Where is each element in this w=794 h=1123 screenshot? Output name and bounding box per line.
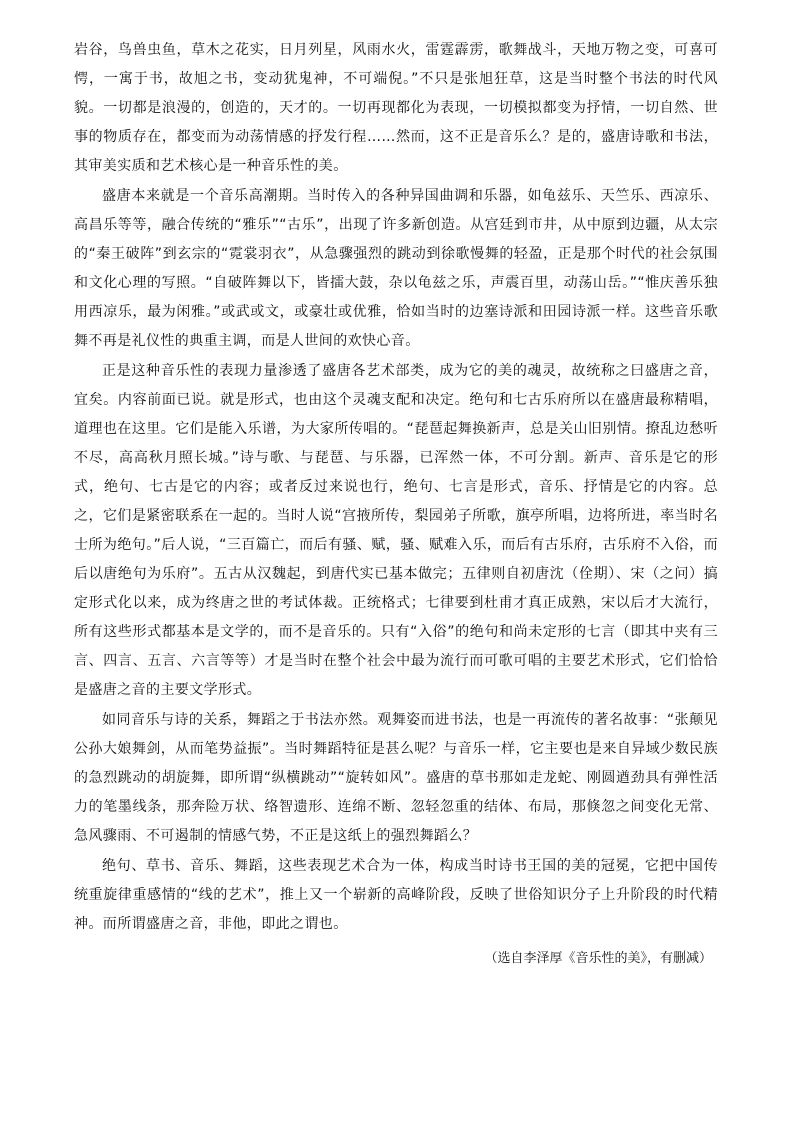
paragraph-5: 绝句、草书、音乐、舞蹈，这些表现艺术合为一体，构成当时诗书王国的美的冠冕，它把中国传统重旋律重感情的“线的艺术”，推上又一个崭新的高峰阶段，反映了世俗知识分子上升阶段的时代精神。而所谓盛唐之音，非他，即此之谓也。	[74, 858, 718, 932]
paragraph-1: 岩谷，鸟兽虫鱼，草木之花实，日月列星，风雨水火，雷霆霹雳，歌舞战斗，天地万物之变，可喜可愕，一寓于书，故旭之书，变动犹鬼神，不可端倪。”不只是张旭狂草，这是当时整个书法的时代风貌。一切都是浪漫的，创造的，天才的。一切再现都化为表现，一切模拟都变为抒情，一切自然、世事的物质存在，都变而为动荡情感的抒发行程……然而，这不正是音乐么？是的，盛唐诗歌和书法，其审美实质和艺术核心是一种音乐性的美。	[74, 42, 718, 174]
paragraph-3: 正是这种音乐性的表现力量渗透了盛唐各艺术部类，成为它的美的魂灵，故统称之曰盛唐之音，宜矣。内容前面已说。就是形式，也由这个灵魂支配和决定。绝句和七古乐府所以在盛唐最称精唱，道理也在这里。它们是能入乐谱，为大家所传唱的。“琵琶起舞换新声，总是关山旧别情。撩乱边愁听不尽，高高秋月照长城。”诗与歌、与琵琶、与乐器，已浑然一体，不可分割。新声、音乐是它的形式，绝句、七古是它的内容；或者反过来说也行，绝句、七言是形式，音乐、抒情是它的内容。总之，它们是紧密联系在一起的。当时人说“宫掖所传，梨园弟子所歌，旗亭所唱，边将所进，率当时名士所为绝句。”后人说，“三百篇亡，而后有骚、赋，骚、赋难入乐，而后有古乐府，古乐府不入俗，而后以唐绝句为乐府”。五古从汉魏起，到唐代实已基本做完；五律则自初唐沈（佺期）、宋（之问）搞定形式化以来，成为终唐之世的考试体裁。正统格式；七律要到杜甫才真正成熟，宋以后才大流行，所有这些形式都基本是文学的，而不是音乐的。只有“入俗”的绝句和尚未定形的七言（即其中夹有三言、四言、五言、六言等等）才是当时在整个社会中最为流行而可歌可唱的主要艺术形式，它们恰恰是盛唐之音的主要文学形式。	[74, 363, 718, 698]
source-citation: （选自李泽厚《音乐性的美》，有删减）	[484, 951, 712, 966]
document-page	[74, 36, 718, 973]
paragraph-2: 盛唐本来就是一个音乐高潮期。当时传入的各种异国曲调和乐器，如龟兹乐、天竺乐、西凉乐、高昌乐等等，融合传统的“雅乐”“古乐”，出现了许多新创造。从宫廷到市井，从中原到边疆，从太宗的“秦王破阵”到玄宗的“霓裳羽衣”，从急骤强烈的跳动到徐歌慢舞的轻盈，正是那个时代的社会氛围和文化心理的写照。“自破阵舞以下，皆擂大鼓，杂以龟兹之乐，声震百里，动荡山岳。”“惟庆善乐独用西凉乐，最为闲雅。”或武或文，或豪壮或优雅，恰如当时的边塞诗派和田园诗派一样。这些音乐歌舞不再是礼仪性的典重主调，而是人世间的欢快心音。	[74, 188, 718, 349]
paragraph-4: 如同音乐与诗的关系，舞蹈之于书法亦然。观舞姿而进书法，也是一再流传的著名故事：“张颠见公孙大娘舞剑，从而笔势益振”。当时舞蹈特征是甚么呢？与音乐一样，它主要也是来自异域少数民族的急烈跳动的胡旋舞，即所谓“纵横跳动”“旋转如风”。盛唐的草书那如走龙蛇、刚圆遒劲具有弹性活力的笔墨线条，那奔险万状、络智遗形、连绵不断、忽轻忽重的结体、布局，那倏忽之间变化无常、急风骤雨、不可遏制的情感气势，不正是这纸上的强烈舞蹈么？	[74, 712, 718, 844]
